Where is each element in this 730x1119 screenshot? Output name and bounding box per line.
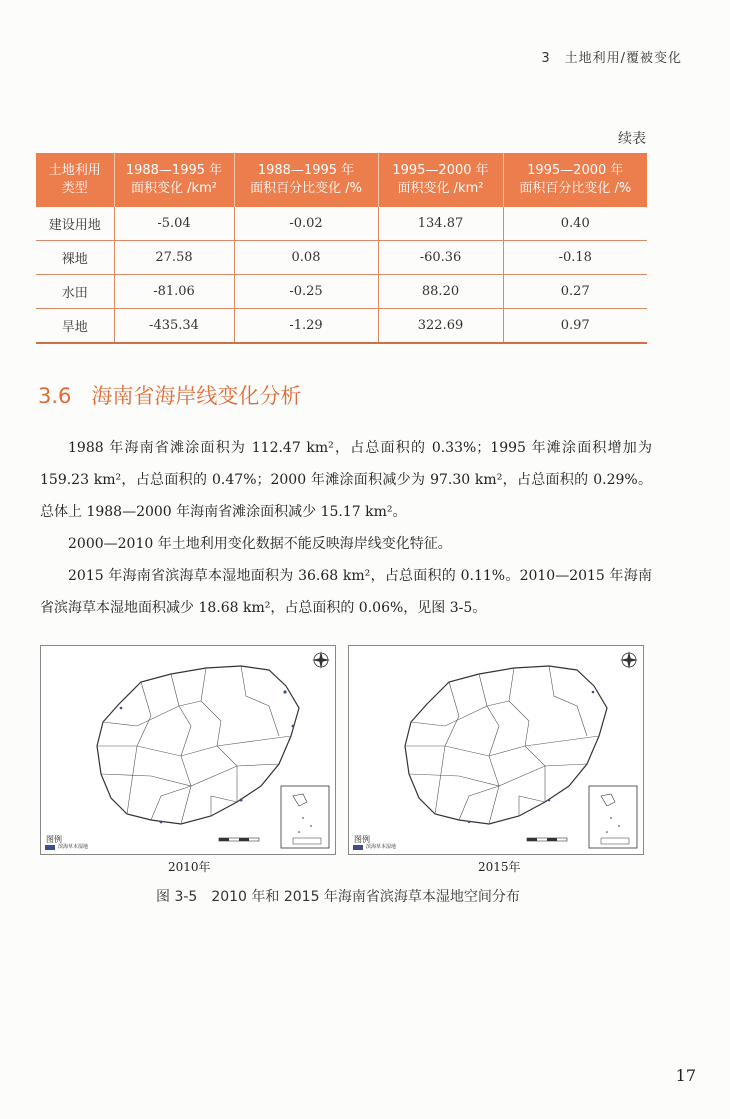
table-cell: -60.36: [378, 241, 503, 275]
section-heading: [38, 380, 301, 410]
table-cell: 0.08: [234, 241, 378, 275]
table-cell: -5.04: [114, 207, 234, 241]
page-number: 17: [675, 1066, 696, 1085]
body-text: [40, 432, 652, 624]
header-cell: 1988—1995 年 面积百分比变化 /%: [234, 153, 378, 207]
table-cell: 88.20: [378, 275, 503, 309]
scale-bar-icon: [527, 838, 567, 841]
hainan-map-2010: [41, 646, 335, 854]
header-cell: 1995—2000 年 面积变化 /km²: [378, 153, 503, 207]
island-outline: [97, 666, 299, 824]
table-cell: 0.97: [503, 309, 647, 344]
table-cell: 134.87: [378, 207, 503, 241]
section-title: 海南省海岸线变化分析: [91, 384, 302, 408]
map-caption-2010: 2010年: [168, 860, 211, 874]
table-cell: 0.40: [503, 207, 647, 241]
table-cell: -1.29: [234, 309, 378, 344]
hainan-map-2015: [349, 646, 643, 854]
table-cell: -0.18: [503, 241, 647, 275]
map-caption-2015: 2015年: [478, 860, 521, 874]
section-number: 3.6: [38, 384, 72, 408]
header-cell: 1995—2000 年 面积百分比变化 /%: [503, 153, 647, 207]
legend-label: 滨海草本湿地: [58, 844, 89, 850]
table-cell: 0.27: [503, 275, 647, 309]
map-2015: [348, 645, 644, 855]
legend-swatch: [353, 845, 363, 850]
table-cell: 建设用地: [36, 207, 114, 241]
running-header: 3 土地利用/覆被变化: [541, 51, 682, 66]
table-cell: -0.25: [234, 275, 378, 309]
table-row: [36, 309, 647, 344]
legend-label: 滨海草本湿地: [366, 844, 397, 850]
figure-caption: 图 3-5 2010 年和 2015 年海南省滨海草本湿地空间分布: [156, 889, 520, 905]
continued-label: 续表: [618, 131, 646, 147]
table-cell: -435.34: [114, 309, 234, 344]
table-row: [36, 275, 647, 309]
table-header-row: [36, 153, 647, 207]
header-cell: 土地利用 类型: [36, 153, 114, 207]
island-outline: [405, 666, 607, 824]
table-cell: 裸地: [36, 241, 114, 275]
north-arrow-icon: [620, 651, 638, 669]
legend-title: 图例: [46, 835, 62, 844]
table-cell: -81.06: [114, 275, 234, 309]
paragraph: 2015 年海南省滨海草本湿地面积为 36.68 km²，占总面积的 0.11%。2010—2015 年海南省滨海草本湿地面积减少 18.68 km²，占总面积的 0.06%，见图 3-5。: [40, 568, 652, 616]
table-cell: 27.58: [114, 241, 234, 275]
legend-swatch: [45, 845, 55, 850]
legend-title: 图例: [354, 835, 370, 844]
scale-bar-icon: [219, 838, 259, 841]
table-cell: -0.02: [234, 207, 378, 241]
land-use-change-table: [36, 153, 647, 344]
map-2010: [40, 645, 336, 855]
table-row: [36, 241, 647, 275]
table-cell: 旱地: [36, 309, 114, 344]
paragraph: 2000—2010 年土地利用变化数据不能反映海岸线变化特征。: [68, 536, 452, 552]
header-cell: 1988—1995 年 面积变化 /km²: [114, 153, 234, 207]
north-arrow-icon: [312, 651, 330, 669]
table-row: [36, 207, 647, 241]
table-cell: 水田: [36, 275, 114, 309]
table-cell: 322.69: [378, 309, 503, 344]
paragraph: 1988 年海南省滩涂面积为 112.47 km²，占总面积的 0.33%；1995 年滩涂面积增加为 159.23 km²，占总面积的 0.47%；2000 年滩涂面积减少为 97.30 km²，占总面积的 0.29%。总体上 1988—2000 年海南省滩涂面积减少 15.17 km²。: [40, 440, 652, 520]
